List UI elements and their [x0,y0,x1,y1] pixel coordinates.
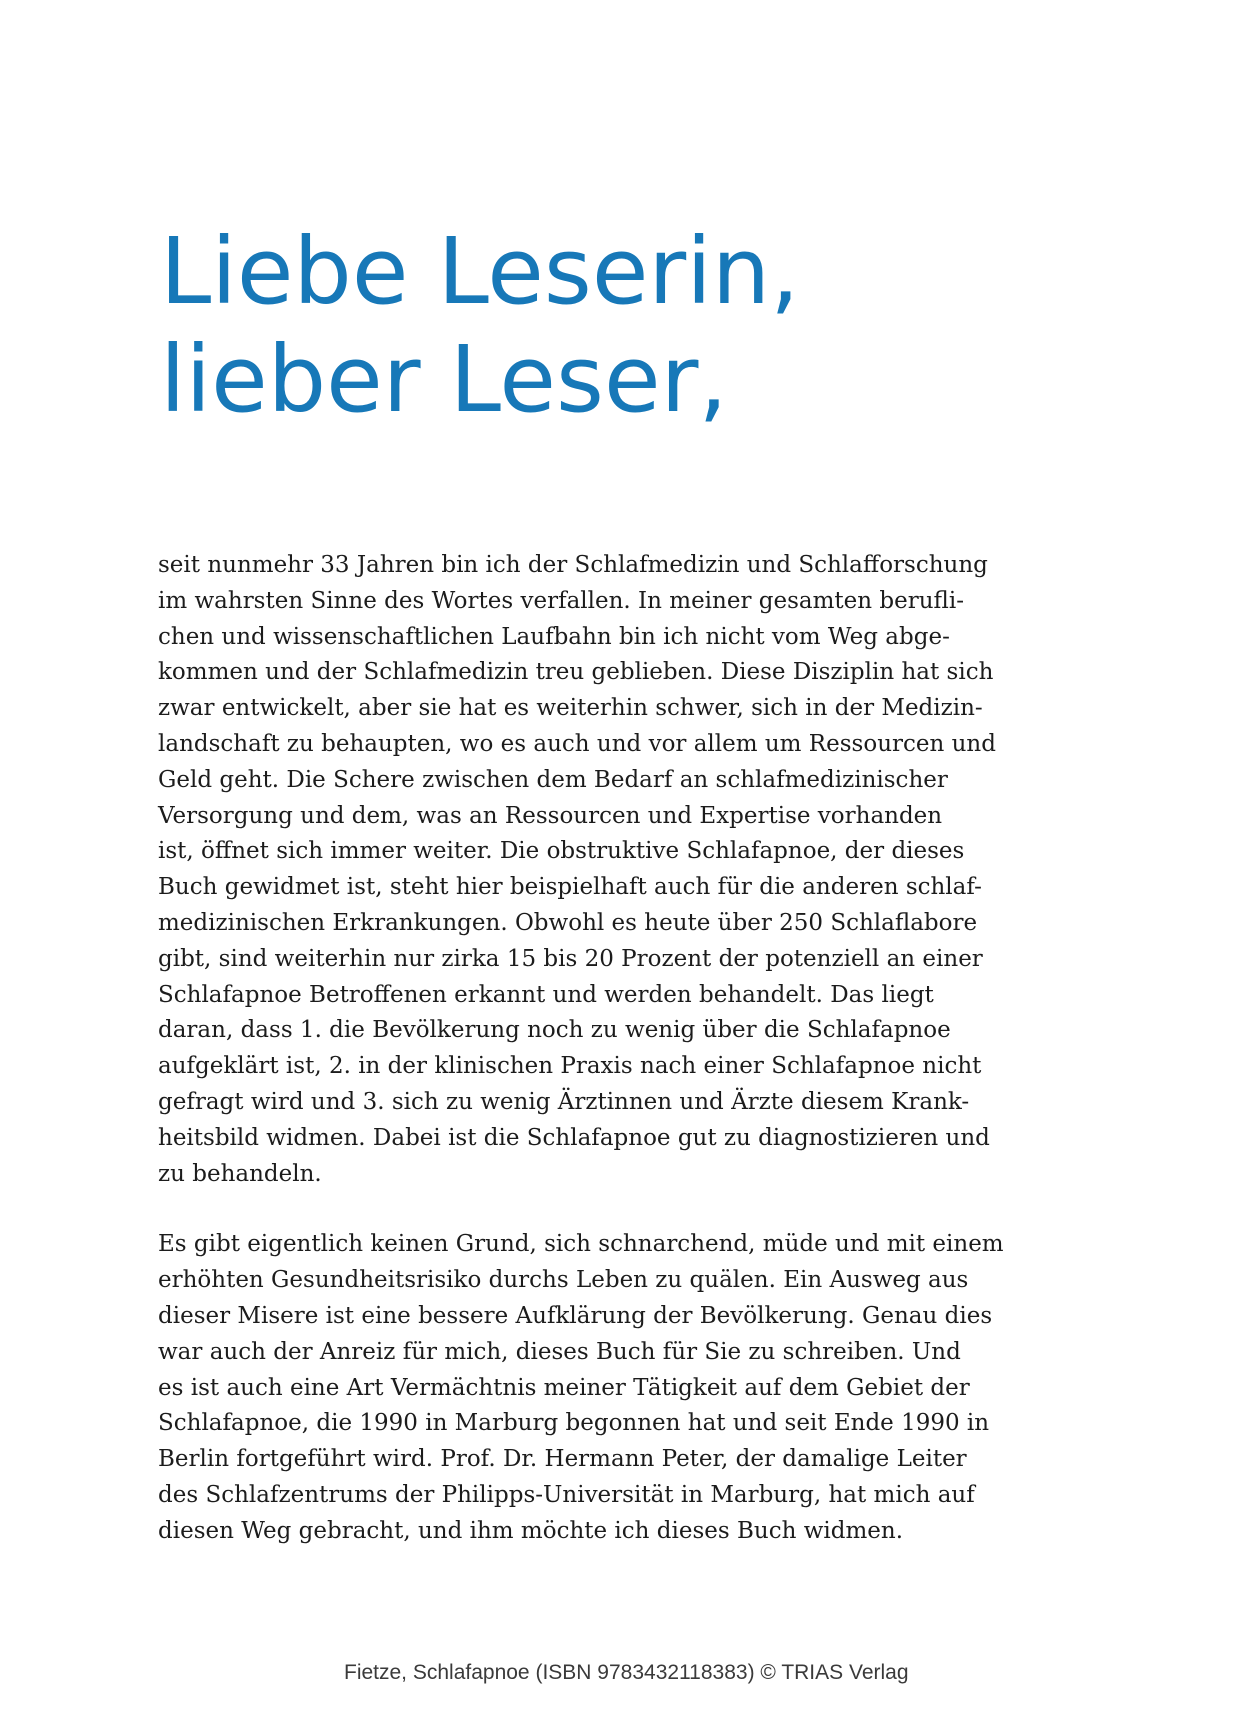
paragraph-2 [158,1227,1004,1549]
page-title-line-1: Liebe Leserin, [160,218,800,325]
text-line: war auch der Anreiz für mich, dieses Buch für Sie zu schreiben. Und [158,1338,961,1365]
text-line: seit nunmehr 33 Jahren bin ich der Schlafmedizin und Schlafforschung [158,552,988,578]
paragraph-1 [158,548,996,1192]
text-line: Schlafapnoe, die 1990 in Marburg begonnen hat und seit Ende 1990 in [158,1410,990,1437]
text-line: im wahrsten Sinne des Wortes verfallen. In meiner gesamten berufli- [158,587,965,614]
text-line: daran, dass 1. die Bevölkerung noch zu wenig über die Schlafapnoe [158,1017,951,1044]
text-line: des Schlafzentrums der Philipps-Universität in Marburg, hat mich auf [158,1481,975,1508]
page-title [160,218,799,434]
text-line: diesen Weg gebracht, und ihm möchte ich dieses Buch widmen. [158,1517,904,1544]
body-text [158,548,1004,1550]
text-line: medizinischen Erkrankungen. Obwohl es heute über 250 Schlaflabore [158,909,978,936]
footer-copyright: Fietze, Schlafapnoe (ISBN 9783432118383) © TRIAS Verlag [344,1661,909,1684]
text-line: zu behandeln. [158,1160,322,1187]
text-line: zwar entwickelt, aber sie hat es weiterhin schwer, sich in der Medizin- [158,695,983,722]
text-line: aufgeklärt ist, 2. in der klinischen Praxis nach einer Schlafapnoe nicht [158,1053,982,1080]
text-line: ist, öffnet sich immer weiter. Die obstruktive Schlafapnoe, der dieses [158,838,965,865]
text-line: gibt, sind weiterhin nur zirka 15 bis 20 Prozent der potenziell an einer [158,945,983,972]
text-line: kommen und der Schlafmedizin treu geblieben. Diese Disziplin hat sich [158,659,994,686]
text-line: Berlin fortgeführt wird. Prof. Dr. Hermann Peter, der damalige Leiter [158,1446,967,1473]
text-line: Geld geht. Die Schere zwischen dem Bedarf an schlafmedizinischer [158,766,948,793]
text-line: es ist auch eine Art Vermächtnis meiner Tätigkeit auf dem Gebiet der [158,1374,970,1401]
text-line: dieser Misere ist eine bessere Aufklärung der Bevölkerung. Genau dies [158,1302,993,1329]
text-line: erhöhten Gesundheitsrisiko durchs Leben zu quälen. Ein Ausweg aus [158,1267,969,1294]
text-line: Schlafapnoe Betroffenen erkannt und werden behandelt. Das liegt [158,981,934,1008]
text-line: Versorgung und dem, was an Ressourcen und Expertise vorhanden [158,802,943,829]
text-line: Buch gewidmet ist, steht hier beispielhaft auch für die anderen schlaf- [158,874,982,901]
text-line: chen und wissenschaftlichen Laufbahn bin ich nicht vom Weg abge- [158,623,950,650]
text-line: landschaft zu behaupten, wo es auch und vor allem um Ressourcen und [158,730,996,757]
text-line: gefragt wird und 3. sich zu wenig Ärztinnen und Ärzte diesem Krank- [158,1088,970,1115]
text-line: heitsbild widmen. Dabei ist die Schlafapnoe gut zu diagnostizieren und [158,1124,990,1151]
text-line: Es gibt eigentlich keinen Grund, sich schnarchend, müde und mit einem [158,1231,1004,1258]
page-title-line-2: lieber Leser, [160,326,728,433]
